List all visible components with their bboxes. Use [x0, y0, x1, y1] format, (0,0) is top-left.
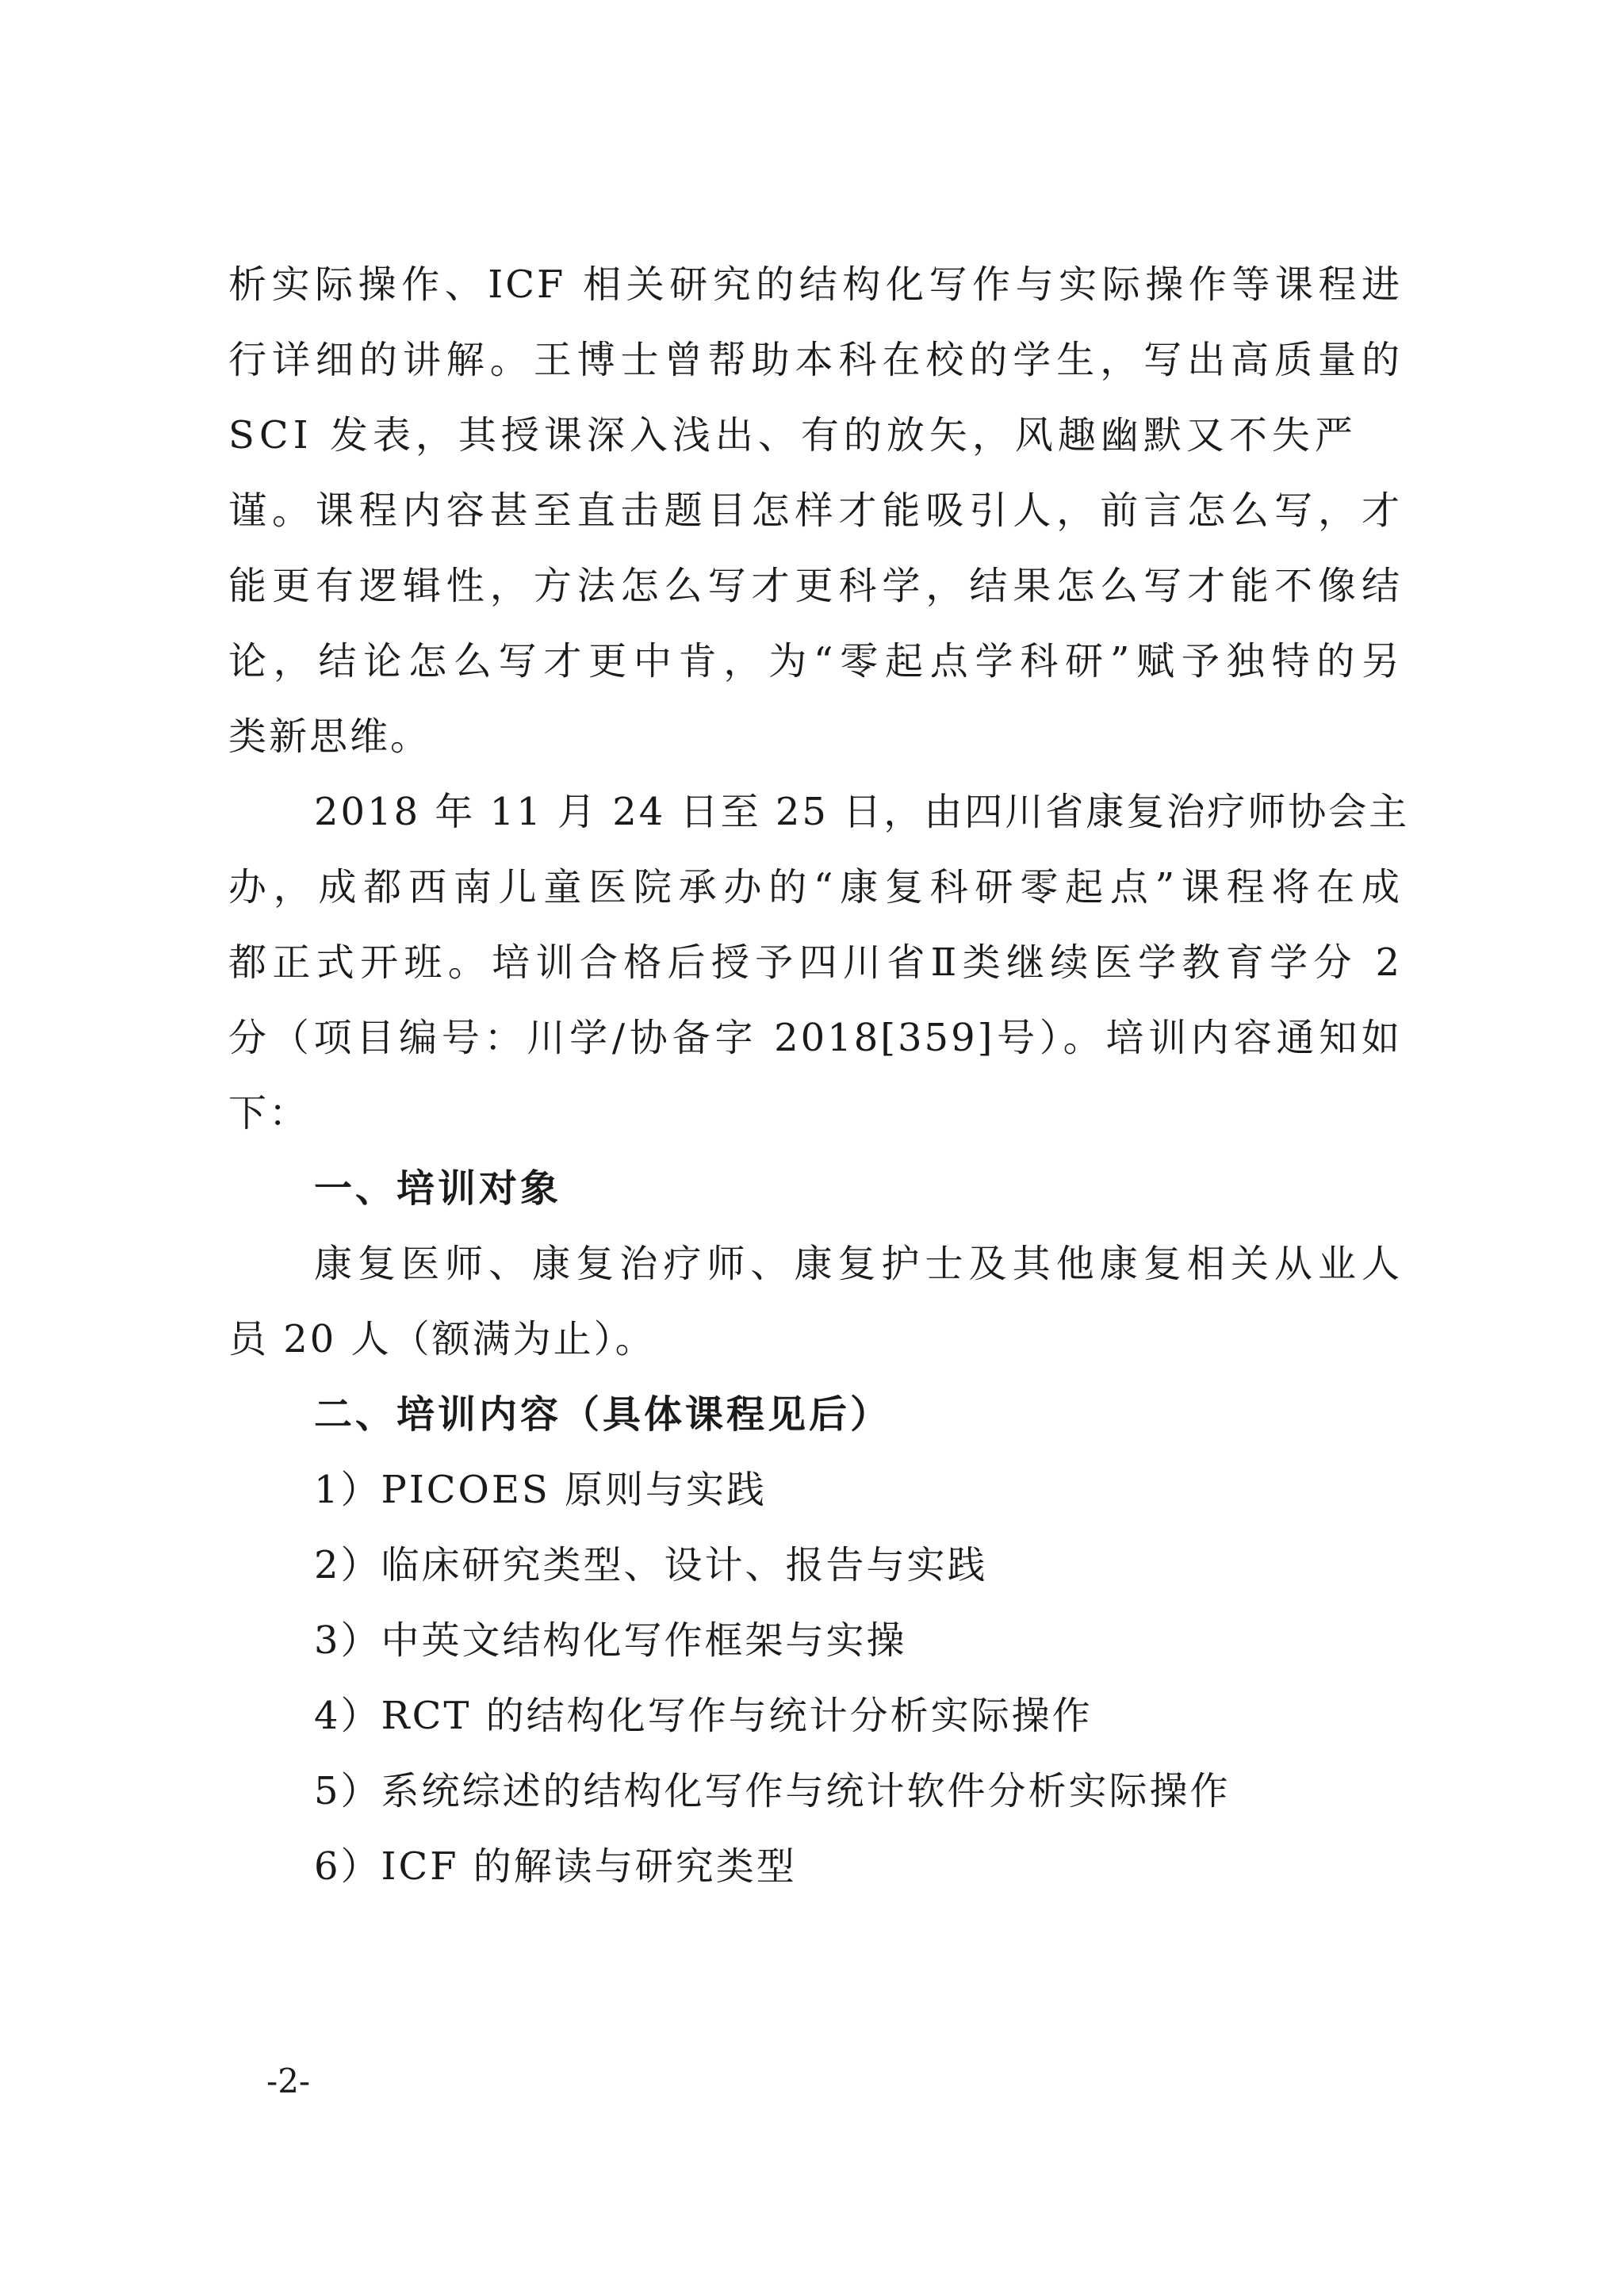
- list-item: 6）ICF 的解读与研究类型: [314, 1844, 797, 1889]
- document-body: [228, 247, 1410, 1905]
- paragraph-line: SCI 发表，其授课深入浅出、有的放矢，风趣幽默又不失严: [228, 413, 1358, 458]
- page-number: -2-: [266, 2062, 311, 2100]
- paragraph-line: 行详细的讲解。王博士曾帮助本科在校的学生，写出高质量的: [228, 338, 1402, 382]
- section-training-content: [228, 1377, 1402, 1905]
- paragraph-2: [228, 775, 1410, 1151]
- section-training-target: [228, 1151, 1402, 1377]
- paragraph-line: 办，成都西南儿童医院承办的“康复科研零起点”课程将在成: [228, 865, 1402, 909]
- list-item: 4）RCT 的结构化写作与统计分析实际操作: [314, 1694, 1093, 1738]
- paragraph-line: 谨。课程内容甚至直击题目怎样才能吸引人，前言怎么写，才: [228, 488, 1402, 533]
- list-item: 2）临床研究类型、设计、报告与实践: [314, 1543, 988, 1587]
- paragraph-line: 2018 年 11 月 24 日至 25 日，由四川省康复治疗师协会主: [314, 790, 1410, 834]
- paragraph-line: 员 20 人（额满为止）。: [228, 1317, 656, 1361]
- paragraph-line: 类新思维。: [228, 714, 431, 759]
- list-item: 1）PICOES 原则与实践: [314, 1468, 768, 1512]
- paragraph-line: 析实际操作、ICF 相关研究的结构化写作与实际操作等课程进: [228, 262, 1402, 307]
- paragraph-1: [228, 247, 1402, 775]
- paragraph-line: 分（项目编号：川学/协备字 2018[359]号）。培训内容通知如: [228, 1016, 1402, 1060]
- section-heading: 一、培训对象: [314, 1166, 562, 1211]
- paragraph-line: 都正式开班。培训合格后授予四川省Ⅱ类继续医学教育学分 2: [228, 940, 1402, 985]
- section-heading: 二、培训内容（具体课程见后）: [314, 1392, 892, 1437]
- paragraph-line: 康复医师、康复治疗师、康复护士及其他康复相关从业人: [314, 1242, 1402, 1286]
- paragraph-line: 能更有逻辑性，方法怎么写才更科学，结果怎么写才能不像结: [228, 564, 1402, 608]
- list-item: 5）系统综述的结构化写作与统计软件分析实际操作: [314, 1769, 1231, 1813]
- paragraph-line: 论，结论怎么写才更中肯，为“零起点学科研”赋予独特的另: [228, 639, 1402, 683]
- list-item: 3）中英文结构化写作框架与实操: [314, 1618, 907, 1663]
- paragraph-line: 下：: [228, 1091, 310, 1135]
